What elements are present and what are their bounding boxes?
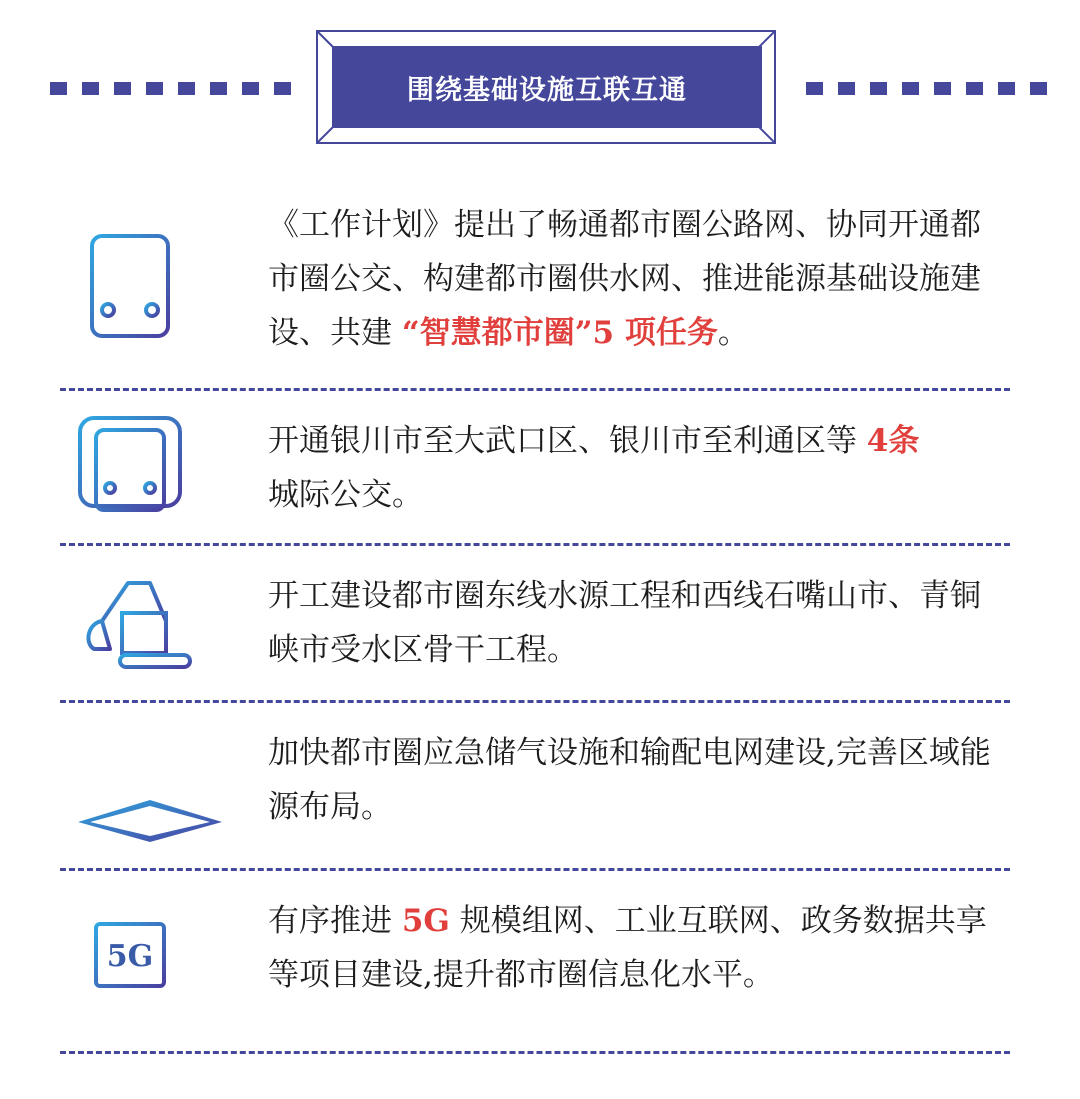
- highlight: “智慧都市圈”5 项任务: [401, 315, 718, 351]
- divider: [60, 388, 1010, 391]
- highlight: 5G: [401, 903, 450, 939]
- intercity-bus-icon: [70, 414, 200, 522]
- item-text: 有序推进 5G 规模组网、工业互联网、政务数据共享等项目建设,提升都市圈信息化水平。: [268, 903, 987, 993]
- highlight: 4条: [866, 423, 920, 459]
- divider: [60, 868, 1010, 871]
- item-text: 加快都市圈应急储气设施和输配电网建设,完善区域能源布局。: [268, 735, 991, 825]
- divider: [60, 1051, 1010, 1054]
- excavator-icon: [70, 573, 200, 677]
- bus-icon: [70, 228, 200, 347]
- header: [0, 0, 1080, 160]
- divider: [60, 543, 1010, 546]
- section-title: 围绕基础设施互联互通: [332, 46, 762, 128]
- 5g-monitor-icon: [70, 918, 200, 1022]
- left-dot-decoration: [50, 82, 291, 95]
- item-text: 开通银川市至大武口区、银川市至利通区等 4条 城际公交。: [268, 423, 920, 513]
- right-dot-decoration: [806, 82, 1047, 95]
- monitor-label: 5G: [106, 939, 154, 974]
- buildings-icon: [70, 730, 230, 846]
- divider: [60, 700, 1010, 703]
- item-text: 《工作计划》提出了畅通都市圈公路网、协同开通都市圈公交、构建都市圈供水网、推进能源基础设施建设、共建 “智慧都市圈”5 项任务。: [268, 207, 981, 351]
- item-text: 开工建设都市圈东线水源工程和西线石嘴山市、青铜峡市受水区骨干工程。: [268, 578, 981, 668]
